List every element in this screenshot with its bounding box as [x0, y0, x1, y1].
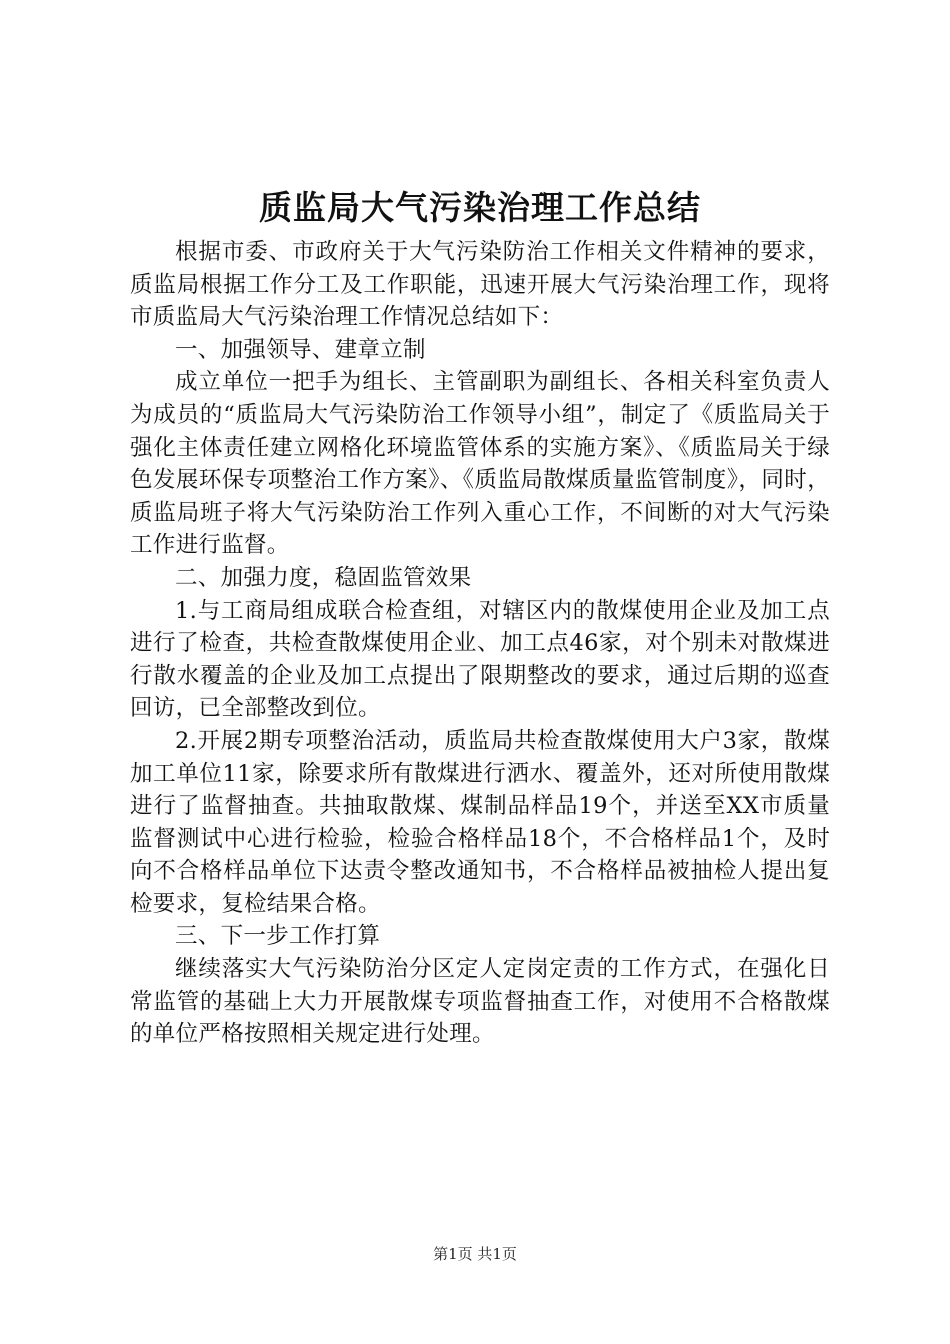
section-1-paragraph: 成立单位一把手为组长、主管副职为副组长、各相关科室负责人为成员的“质监局大气污染防治工作领导小组”，制定了《质监局关于强化主体责任建立网格化环境监管体系的实施方案》、《质监局关于绿色发展环保专项整治工作方案》、《质监局散煤质量监管制度》，同时，质监局班子将大气污染防治工作列入重心工作，不间断的对大气污染工作进行监督。 [130, 369, 830, 559]
section-2-item-1: 1.与工商局组成联合检查组，对辖区内的散煤使用企业及加工点进行了检查，共检查散煤使用企业、加工点46家，对个别未对散煤进行散水覆盖的企业及加工点提出了限期整改的要求，通过后期的巡查回访，已全部整改到位。 [130, 597, 830, 722]
section-3-paragraph: 继续落实大气污染防治分区定人定岗定责的工作方式，在强化日常监管的基础上大力开展散煤专项监督抽查工作，对使用不合格散煤的单位严格按照相关规定进行处理。 [130, 956, 830, 1048]
intro-paragraph: 根据市委、市政府关于大气污染防治工作相关文件精神的要求，质监局根据工作分工及工作职能，迅速开展大气污染治理工作，现将市质监局大气污染治理工作情况总结如下： [130, 239, 830, 331]
section-heading-2: 二、加强力度，稳固监管效果 [175, 564, 472, 591]
section-2-item-2: 2.开展2期专项整治活动，质监局共检查散煤使用大户3家，散煤加工单位11家，除要求所有散煤进行洒水、覆盖外，还对所使用散煤进行了监督抽查。共抽取散煤、煤制品样品19个，并送至XX市质量监督测试中心进行检验，检验合格样品18个，不合格样品1个，及时向不合格样品单位下达责令整改通知书，不合格样品被抽检人提出复检要求，复检结果合格。 [130, 727, 830, 917]
page-footer: 第1页 共1页 [433, 1245, 517, 1263]
section-heading-1: 一、加强领导、建章立制 [175, 336, 426, 363]
document-title: 质监局大气污染治理工作总结 [259, 188, 701, 227]
document-body [130, 236, 830, 1051]
section-heading-3: 三、下一步工作打算 [175, 923, 381, 950]
